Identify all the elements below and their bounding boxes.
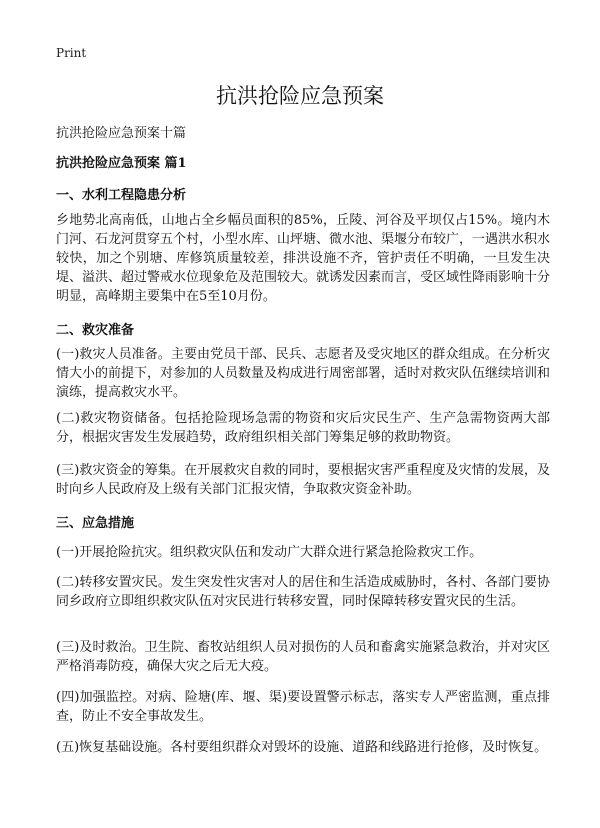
document-title: 抗洪抢险应急预案 — [216, 84, 384, 108]
section-3-paragraph-4: (四)加强监控。对病、险塘(库、堰、渠)要设置警示标志，落实专人严密监测，重点排查，防止不安全事故发生。 — [56, 690, 550, 724]
section-2-paragraph-1: (一)救灾人员准备。主要由党员干部、民兵、志愿者及受灾地区的群众组成。在分析灾情大小的前提下，对参加的人员数量及构成进行周密部署，适时对救灾队伍继续培训和演练，提高救灾水平。 — [56, 347, 551, 400]
section-3-paragraph-1: (一)开展抢险抗灾。组织救灾队伍和发动广大群众进行紧急抢险救灾工作。 — [56, 545, 483, 560]
section-3-paragraph-2: (二)转移安置灾民。发生突发性灾害对人的居住和生活造成威胁时，各村、各部门要协同乡政府立即组织救灾队伍对灾民进行转移安置，同时保障转移安置灾民的生活。 — [56, 575, 550, 609]
section-heading-3: 三、应急措施 — [56, 516, 135, 531]
print-label: Print — [56, 46, 87, 60]
section-2-paragraph-3: (三)救灾资金的筹集。在开展救灾自救的同时，要根据灾害严重程度及灾情的发展，及时向乡人民政府及上级有关部门汇报灾情，争取救灾资金补助。 — [56, 463, 550, 497]
section-1-paragraph-1: 乡地势北高南低，山地占全乡幅员面积的85%，丘陵、河谷及平坝仅占15%。境内木门河、石龙河贯穿五个村，小型水库、山坪塘、微水池、渠堰分布较广，一遇洪水积水较快，加之个别塘、库修筑质量较差，排洪设施不齐，管护责任不明确，一旦发生决堤、溢洪、超过警戒水位现象危及范围较大。就诱发因素而言，受区域性降雨影响十分明显，高峰期主要集中在5至10月份。 — [56, 213, 551, 304]
section-heading-1: 一、水利工程隐患分析 — [56, 188, 187, 203]
section-2-paragraph-2: (二)救灾物资储备。包括抢险现场急需的物资和灾后灾民生产、生产急需物资两大部分，根据灾害发生发展趋势，政府组织相关部门筹集足够的救助物资。 — [56, 411, 550, 445]
section-heading-2: 二、救灾准备 — [56, 323, 135, 338]
section-3-paragraph-5: (五)恢复基础设施。各村要组织群众对毁坏的设施、道路和线路进行抢修，及时恢复。 — [56, 740, 548, 755]
document-subtitle: 抗洪抢险应急预案十篇 — [56, 126, 187, 141]
section-3-paragraph-3: (三)及时救治。卫生院、畜牧站组织人员对损伤的人员和畜禽实施紧急救治，并对灾区严格消毒防疫，确保大灾之后无大疫。 — [56, 640, 550, 674]
part-heading: 抗洪抢险应急预案 篇1 — [56, 156, 187, 171]
